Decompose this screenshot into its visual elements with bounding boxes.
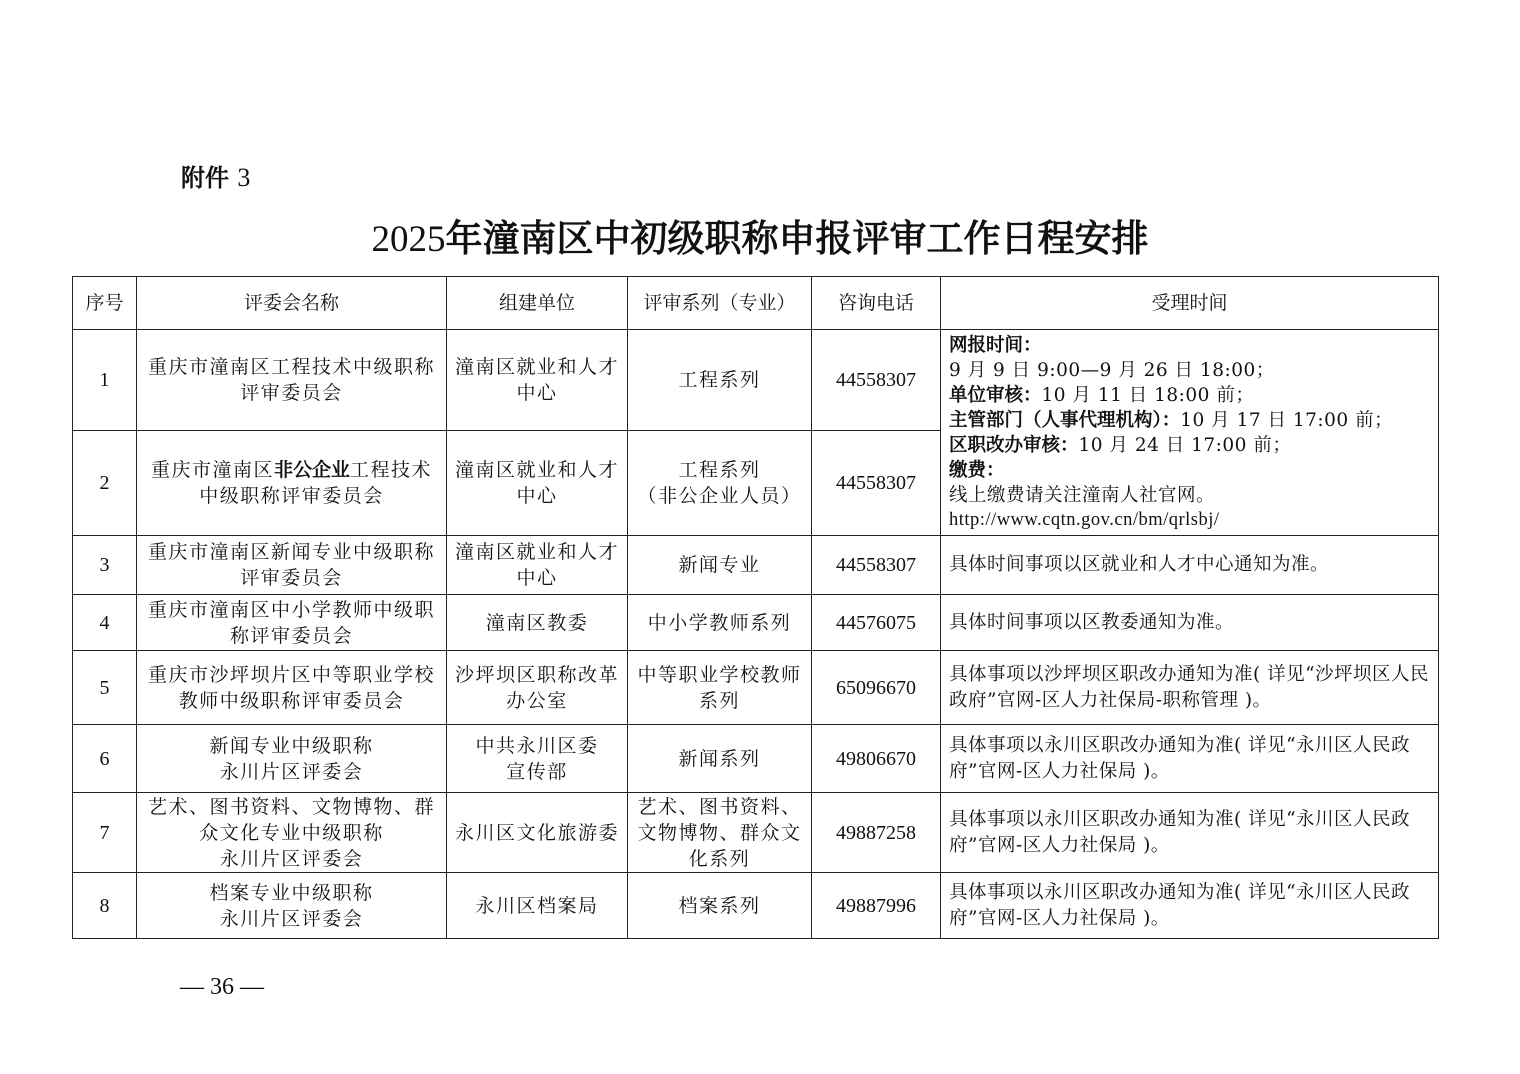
- acceptance-time: 具体事项以沙坪坝区职改办通知为准( 详见“沙坪坝区人民政府”官网-区人力社保局-职称管理 )。: [941, 651, 1439, 725]
- committee-name: 档案专业中级职称 永川片区评委会: [137, 873, 447, 939]
- table-row: [73, 793, 1439, 873]
- phone-number: 49887996: [812, 873, 941, 939]
- page-title: 2025年潼南区中初级职称申报评审工作日程安排: [371, 216, 1149, 260]
- review-series: 中小学教师系列: [628, 595, 812, 651]
- table-row: [73, 595, 1439, 651]
- organizing-unit: 潼南区就业和人才中心: [447, 431, 628, 536]
- phone-number: 49806670: [812, 725, 941, 793]
- acceptance-time: 具体事项以永川区职改办通知为准( 详见“永川区人民政府”官网-区人力社保局 )。: [941, 725, 1439, 793]
- review-series: 中等职业学校教师系列: [628, 651, 812, 725]
- table-row: [73, 330, 1439, 431]
- schedule-table: [72, 276, 1439, 939]
- phone-number: 44576075: [812, 595, 941, 651]
- organizing-unit: 潼南区教委: [447, 595, 628, 651]
- fee-label: 缴费：: [949, 460, 1005, 481]
- committee-name: 重庆市潼南区新闻专业中级职称评审委员会: [137, 536, 447, 595]
- dept-review-time: 主管部门（人事代理机构）：10 月 17 日 17:00 前；: [949, 410, 1394, 431]
- unit-review-time: 单位审核：10 月 11 日 18:00 前；: [949, 385, 1255, 406]
- row-no: 8: [73, 873, 137, 939]
- header-series: 评审系列（专业）: [628, 277, 812, 330]
- committee-name: 新闻专业中级职称 永川片区评委会: [137, 725, 447, 793]
- online-report-value: 9 月 9 日 9:00—9 月 26 日 18:00；: [949, 360, 1275, 381]
- organizing-unit: 永川区文化旅游委: [447, 793, 628, 873]
- table-row: [73, 651, 1439, 725]
- committee-name: 重庆市潼南区非公企业工程技术中级职称评审委员会: [137, 431, 447, 536]
- acceptance-time: 具体时间事项以区就业和人才中心通知为准。: [941, 536, 1439, 595]
- row-no: 4: [73, 595, 137, 651]
- fee-url: http://www.cqtn.gov.cn/bm/qrlsbj/: [949, 510, 1220, 530]
- header-no: 序号: [73, 277, 137, 330]
- row-no: 2: [73, 431, 137, 536]
- review-series: 档案系列: [628, 873, 812, 939]
- table-row: [73, 725, 1439, 793]
- acceptance-time: 具体时间事项以区教委通知为准。: [941, 595, 1439, 651]
- committee-name: 重庆市潼南区工程技术中级职称评审委员会: [137, 330, 447, 431]
- row-no: 3: [73, 536, 137, 595]
- review-series: 艺术、图书资料、文物博物、群众文化系列: [628, 793, 812, 873]
- organizing-unit: 中共永川区委 宣传部: [447, 725, 628, 793]
- review-series: 新闻系列: [628, 725, 812, 793]
- review-series: 工程系列: [628, 330, 812, 431]
- merged-time-cell: [941, 330, 1439, 536]
- acceptance-time: 具体事项以永川区职改办通知为准( 详见“永川区人民政府”官网-区人力社保局 )。: [941, 873, 1439, 939]
- review-series: 新闻专业: [628, 536, 812, 595]
- organizing-unit: 永川区档案局: [447, 873, 628, 939]
- header-phone: 咨询电话: [812, 277, 941, 330]
- phone-number: 44558307: [812, 431, 941, 536]
- phone-number: 49887258: [812, 793, 941, 873]
- attachment-label: 附件 3: [181, 163, 251, 192]
- phone-number: 44558307: [812, 330, 941, 431]
- phone-number: 65096670: [812, 651, 941, 725]
- table-header-row: [73, 277, 1439, 330]
- phone-number: 44558307: [812, 536, 941, 595]
- row-no: 5: [73, 651, 137, 725]
- page-number: — 36 —: [180, 974, 264, 1000]
- organizing-unit: 沙坪坝区职称改革办公室: [447, 651, 628, 725]
- committee-name: 重庆市潼南区中小学教师中级职称评审委员会: [137, 595, 447, 651]
- row-no: 7: [73, 793, 137, 873]
- fee-text: 线上缴费请关注潼南人社官网。: [949, 485, 1216, 506]
- row-no: 6: [73, 725, 137, 793]
- acceptance-time: 具体事项以永川区职改办通知为准( 详见“永川区人民政府”官网-区人力社保局 )。: [941, 793, 1439, 873]
- organizing-unit: 潼南区就业和人才中心: [447, 536, 628, 595]
- table-row: [73, 536, 1439, 595]
- district-review-time: 区职改办审核：10 月 24 日 17:00 前；: [949, 435, 1292, 456]
- header-unit: 组建单位: [447, 277, 628, 330]
- organizing-unit: 潼南区就业和人才中心: [447, 330, 628, 431]
- header-time: 受理时间: [941, 277, 1439, 330]
- row-no: 1: [73, 330, 137, 431]
- online-report-time: 网报时间：: [949, 335, 1042, 356]
- table-row: [73, 873, 1439, 939]
- header-committee: 评委会名称: [137, 277, 447, 330]
- committee-name: 重庆市沙坪坝片区中等职业学校教师中级职称评审委员会: [137, 651, 447, 725]
- review-series: 工程系列 （非公企业人员）: [628, 431, 812, 536]
- committee-name: 艺术、图书资料、文物博物、群众文化专业中级职称 永川片区评委会: [137, 793, 447, 873]
